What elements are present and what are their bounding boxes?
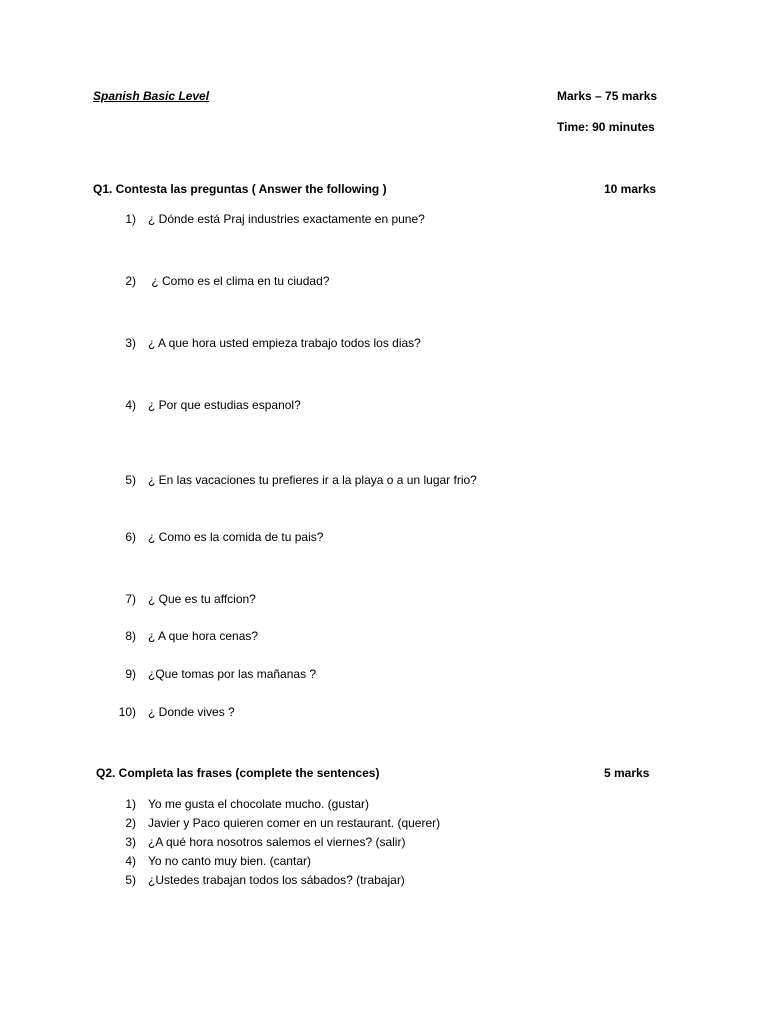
q1-item-text: ¿ Que es tu affcion? bbox=[148, 592, 256, 606]
q2-item-number: 4) bbox=[125, 854, 136, 868]
q1-item-text: ¿ Como es el clima en tu ciudad? bbox=[148, 274, 330, 288]
q2-item-text: ¿Ustedes trabajan todos los sábados? (trabajar) bbox=[148, 873, 405, 887]
q2-item-text: Yo no canto muy bien. (cantar) bbox=[148, 854, 311, 868]
q2-item-1 bbox=[112, 796, 369, 812]
q1-item-number: 2) bbox=[125, 274, 136, 288]
q2-heading: Q2. Completa las frases (complete the sentences) bbox=[96, 766, 380, 780]
q1-item-number: 9) bbox=[125, 667, 136, 681]
q1-item-6 bbox=[112, 529, 323, 545]
q1-item-8 bbox=[112, 628, 258, 644]
q2-item-4 bbox=[112, 853, 311, 869]
q1-item-number: 1) bbox=[125, 212, 136, 226]
q2-item-number: 5) bbox=[125, 873, 136, 887]
q1-item-text: ¿ En las vacaciones tu prefieres ir a la playa o a un lugar frio? bbox=[148, 473, 477, 487]
q1-item-number: 7) bbox=[125, 592, 136, 606]
q2-item-5 bbox=[112, 872, 405, 888]
total-marks: Marks – 75 marks bbox=[557, 89, 658, 103]
q1-item-text: ¿ A que hora cenas? bbox=[148, 629, 259, 643]
q1-item-text: ¿ Como es la comida de tu pais? bbox=[148, 530, 324, 544]
q1-item-2 bbox=[112, 273, 329, 289]
q2-item-number: 2) bbox=[125, 816, 136, 830]
q2-item-number: 1) bbox=[125, 797, 136, 811]
q2-item-3 bbox=[112, 834, 405, 850]
q2-marks: 5 marks bbox=[604, 766, 650, 780]
q2-item-number: 3) bbox=[125, 835, 136, 849]
q1-item-9 bbox=[112, 666, 316, 682]
q1-item-number: 10) bbox=[118, 705, 136, 719]
q1-item-10 bbox=[112, 704, 235, 720]
q2-item-text: ¿A qué hora nosotros salemos el viernes? (salir) bbox=[148, 835, 406, 849]
q1-heading: Q1. Contesta las preguntas ( Answer the following ) bbox=[93, 182, 387, 196]
q1-marks: 10 marks bbox=[604, 182, 657, 196]
q2-item-2 bbox=[112, 815, 440, 831]
q1-item-7 bbox=[112, 591, 256, 607]
q1-item-text: ¿ Dónde está Praj industries exactamente en pune? bbox=[148, 212, 425, 226]
q1-item-text: ¿ A que hora usted empieza trabajo todos los dias? bbox=[148, 336, 421, 350]
q2-item-text: Yo me gusta el chocolate mucho. (gustar) bbox=[148, 797, 370, 811]
q1-item-number: 5) bbox=[125, 473, 136, 487]
q1-item-number: 8) bbox=[125, 629, 136, 643]
exam-time: Time: 90 minutes bbox=[557, 120, 655, 134]
q1-item-1 bbox=[112, 211, 425, 227]
q1-item-number: 4) bbox=[125, 398, 136, 412]
q1-item-text: ¿Que tomas por las mañanas ? bbox=[148, 667, 317, 681]
q1-item-text: ¿ Por que estudias espanol? bbox=[148, 398, 301, 412]
q2-item-text: Javier y Paco quieren comer en un restaurant. (querer) bbox=[148, 816, 441, 830]
q1-item-text: ¿ Donde vives ? bbox=[148, 705, 235, 719]
q1-item-number: 6) bbox=[125, 530, 136, 544]
q1-item-3 bbox=[112, 335, 421, 351]
q1-item-4 bbox=[112, 397, 301, 413]
q1-item-5 bbox=[112, 472, 477, 488]
q1-item-number: 3) bbox=[125, 336, 136, 350]
document-title: Spanish Basic Level bbox=[93, 89, 210, 103]
